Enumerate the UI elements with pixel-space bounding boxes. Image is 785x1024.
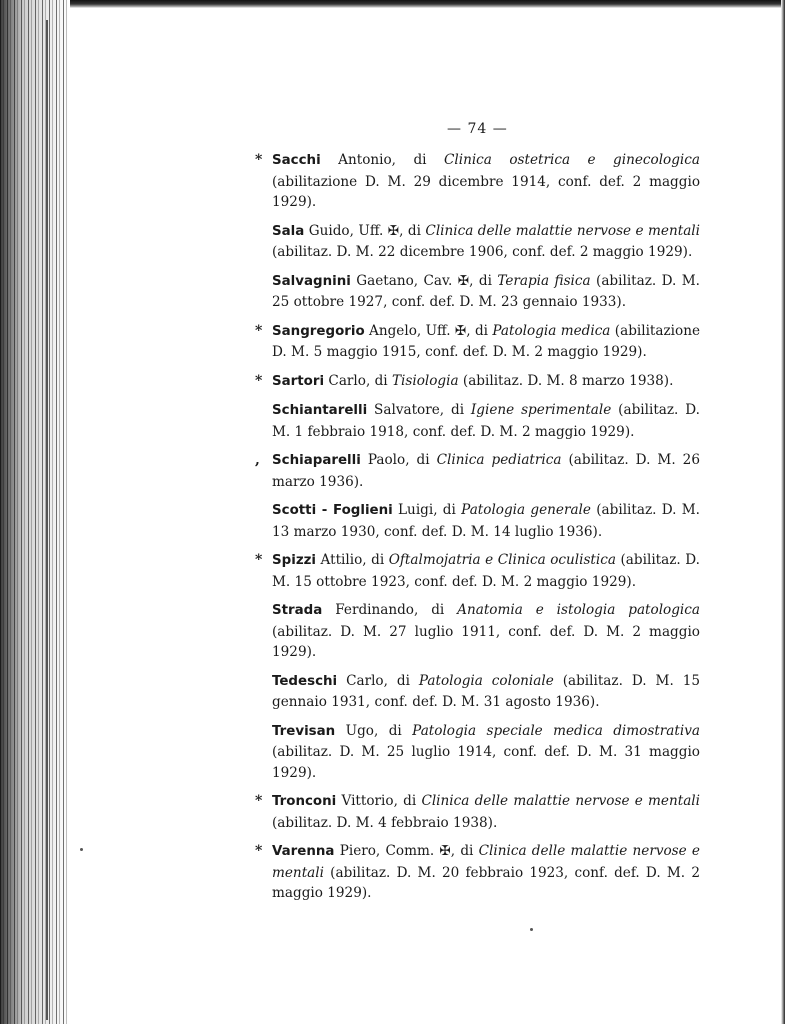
right-scan-edge bbox=[781, 0, 785, 1024]
entry-marker: * bbox=[255, 372, 263, 389]
entry-given: Ferdinando, di bbox=[322, 602, 458, 618]
entry-name: Schiaparelli bbox=[272, 453, 361, 468]
scan-speck bbox=[530, 928, 533, 931]
list-item bbox=[252, 150, 700, 213]
list-item bbox=[252, 550, 700, 592]
entry-name: Salvagnini bbox=[272, 273, 351, 289]
list-item bbox=[252, 271, 700, 313]
entry-given: Piero, Comm. ✠, di bbox=[334, 843, 479, 859]
list-item bbox=[252, 791, 700, 833]
entry-field: Patologia speciale medica dimostrativa bbox=[412, 722, 700, 739]
binding-fold-line bbox=[46, 20, 48, 1020]
entry-details: (abilitaz. D. M. 13 marzo 1930, conf. def. D. M. 14 luglio 1936). bbox=[272, 502, 700, 540]
entry-marker: * bbox=[255, 793, 263, 809]
entry-given: Vittorio, di bbox=[336, 793, 422, 809]
entry-marker: , bbox=[255, 452, 260, 468]
entry-given: Salvatore, di bbox=[367, 402, 471, 418]
scan-speck bbox=[80, 848, 83, 851]
entry-field: Igiene sperimentale bbox=[470, 402, 612, 418]
entry-field: Clinica delle malattie nervose e mentali bbox=[272, 843, 700, 881]
entry-name: Sacchi bbox=[272, 153, 321, 168]
entry-field: Patologia coloniale bbox=[418, 672, 554, 689]
faculty-list bbox=[252, 150, 700, 912]
entry-marker: * bbox=[255, 322, 263, 339]
entry-marker: * bbox=[255, 552, 263, 568]
book-binding-edge bbox=[0, 0, 70, 1024]
entry-given: Angelo, Uff. ✠, di bbox=[364, 322, 493, 339]
entry-name: Scotti - Foglieni bbox=[272, 503, 393, 518]
entry-given: Carlo, di bbox=[324, 372, 392, 389]
entry-field: Anatomia e istologia patologica bbox=[457, 602, 700, 618]
entry-details: (abilitaz. D. M. 25 luglio 1914, conf. def. D. M. 31 maggio 1929). bbox=[272, 744, 700, 781]
entry-given: Attilio, di bbox=[316, 552, 389, 568]
entry-field: Terapia fisica bbox=[497, 272, 591, 289]
entry-given: Guido, Uff. ✠, di bbox=[304, 222, 426, 239]
entry-name: Trevisan bbox=[272, 723, 336, 739]
list-item bbox=[252, 721, 700, 784]
list-item bbox=[252, 500, 700, 542]
entry-given: Luigi, di bbox=[392, 502, 462, 518]
entry-name: Sangregorio bbox=[272, 323, 365, 339]
entry-field: Clinica ostetrica e ginecologica bbox=[443, 152, 700, 168]
list-item bbox=[252, 371, 700, 393]
entry-field: Clinica delle malattie nervose e mentali bbox=[421, 793, 700, 809]
entry-marker: * bbox=[255, 843, 263, 859]
entry-details: (abilitaz. D. M. 8 marzo 1938). bbox=[458, 372, 674, 389]
entry-details: (abilitazione D. M. 5 maggio 1915, conf. def. D. M. 2 maggio 1929). bbox=[272, 322, 700, 360]
entry-details: (abilitaz. D. M. 22 dicembre 1906, conf. def. 2 maggio 1929). bbox=[272, 244, 693, 260]
entry-details: (abilitaz. D. M. 25 ottobre 1927, conf. def. D. M. 23 gennaio 1933). bbox=[272, 272, 700, 310]
entry-given: Antonio, di bbox=[320, 152, 444, 168]
entry-field: Oftalmojatria e Clinica oculistica bbox=[388, 552, 616, 568]
entry-name: Varenna bbox=[272, 844, 335, 859]
entry-details: (abilitaz. D. M. 26 marzo 1936). bbox=[272, 452, 700, 490]
entry-details: (abilitaz. D. M. 15 gennaio 1931, conf. def. D. M. 31 agosto 1936). bbox=[272, 672, 701, 710]
list-item bbox=[252, 400, 700, 442]
entry-given: Paolo, di bbox=[360, 452, 437, 468]
entry-marker: * bbox=[255, 152, 263, 168]
entry-name: Schiantarelli bbox=[272, 403, 368, 418]
entry-field: Clinica pediatrica bbox=[436, 452, 562, 468]
entry-field: Patologia generale bbox=[461, 502, 591, 518]
list-item bbox=[252, 841, 700, 904]
page-number: — 74 — bbox=[447, 121, 508, 137]
entry-details: (abilitaz. D. M. 27 luglio 1911, conf. def. D. M. 2 maggio 1929). bbox=[272, 623, 700, 660]
list-item bbox=[252, 600, 700, 663]
list-item bbox=[252, 671, 700, 713]
entry-name: Tedeschi bbox=[272, 673, 338, 689]
entry-name: Tronconi bbox=[272, 794, 337, 809]
list-item bbox=[252, 450, 700, 492]
top-scan-edge bbox=[0, 0, 785, 8]
entry-field: Patologia medica bbox=[492, 322, 611, 339]
entry-given: Carlo, di bbox=[337, 672, 419, 689]
list-item bbox=[252, 321, 700, 363]
entry-details: (abilitaz. D. M. 1 febbraio 1918, conf. def. D. M. 2 maggio 1929). bbox=[272, 402, 700, 440]
list-item bbox=[252, 221, 700, 263]
entry-field: Clinica delle malattie nervose e mentali bbox=[425, 222, 700, 239]
entry-given: Ugo, di bbox=[335, 722, 413, 739]
entry-details: (abilitaz. D. M. 15 ottobre 1923, conf. def. D. M. 2 maggio 1929). bbox=[272, 552, 700, 590]
entry-name: Strada bbox=[272, 603, 323, 618]
entry-details: (abilitaz. D. M. 4 febbraio 1938). bbox=[272, 814, 498, 831]
entry-details: (abilitazione D. M. 29 dicembre 1914, conf. def. 2 maggio 1929). bbox=[272, 173, 700, 210]
entry-given: Gaetano, Cav. ✠, di bbox=[350, 272, 498, 289]
entry-name: Spizzi bbox=[272, 553, 316, 568]
entry-name: Sartori bbox=[272, 373, 325, 389]
entry-name: Sala bbox=[272, 223, 305, 239]
entry-details: (abilitaz. D. M. 20 febbraio 1923, conf. def. D. M. 2 maggio 1929). bbox=[272, 864, 700, 901]
entry-field: Tisiologia bbox=[391, 372, 459, 389]
